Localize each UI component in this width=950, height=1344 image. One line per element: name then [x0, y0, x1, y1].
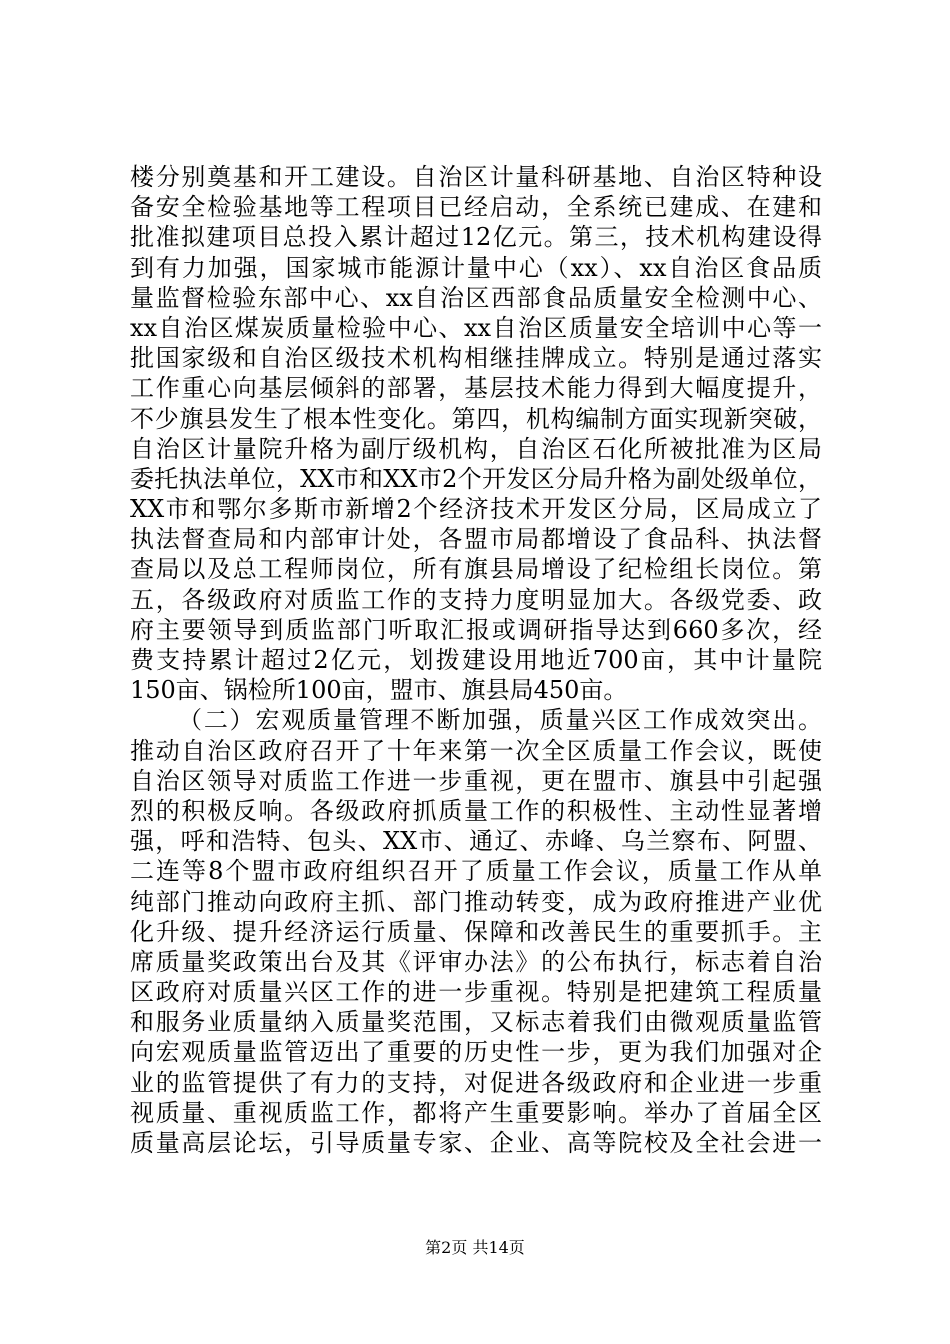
text-line: 量监督检验东部中心、xx自治区西部食品质量安全检测中心、 — [130, 283, 822, 312]
text-line: 业的监管提供了有力的支持，对促进各级政府和企业进一步重 — [130, 1068, 822, 1097]
text-line: 二连等8个盟市政府组织召开了质量工作会议，质量工作从单 — [130, 857, 822, 886]
text-line: 和服务业质量纳入质量奖范围，又标志着我们由微观质量监管 — [130, 1008, 822, 1037]
text-line: 强，呼和浩特、包头、XX市、通辽、赤峰、乌兰察布、阿盟、 — [130, 827, 822, 856]
text-line: 席质量奖政策出台及其《评审办法》的公布执行，标志着自治 — [130, 947, 822, 976]
text-line: 楼分别奠基和开工建设。自治区计量科研基地、自治区特种设 — [130, 163, 822, 191]
text-line: 备安全检验基地等工程项目已经启动，全系统已建成、在建和 — [130, 193, 822, 222]
text-line: 府主要领导到质监部门听取汇报或调研指导达到660多次，经 — [130, 615, 822, 644]
page-footer — [0, 1238, 950, 1258]
text-line: xx自治区煤炭质量检验中心、xx自治区质量安全培训中心等一 — [130, 313, 822, 342]
text-line: 批国家级和自治区级技术机构相继挂牌成立。特别是通过落实 — [130, 344, 822, 373]
section-heading: （二）宏观质量管理不断加强，质量兴区工作成效突出。 — [178, 706, 822, 735]
page-number: 第2页 共14页 — [425, 1238, 525, 1257]
text-line: 查局以及总工程师岗位，所有旗县局增设了纪检组长岗位。第 — [130, 555, 822, 584]
text-line: 区政府对质量兴区工作的进一步重视。特别是把建筑工程质量 — [130, 978, 822, 1007]
text-line: 自治区领导对质监工作进一步重视，更在盟市、旗县中引起强 — [130, 766, 822, 795]
text-line: 自治区计量院升格为副厅级机构，自治区石化所被批准为区局 — [130, 434, 822, 463]
text-line: 纯部门推动向政府主抓、部门推动转变，成为政府推进产业优 — [130, 887, 822, 916]
text-line: 烈的积极反响。各级政府抓质量工作的积极性、主动性显著增 — [130, 796, 822, 825]
text-line: 不少旗县发生了根本性变化。第四，机构编制方面实现新突破， — [130, 404, 822, 433]
text-line: 推动自治区政府召开了十年来第一次全区质量工作会议，既使 — [130, 736, 822, 765]
body-text — [130, 162, 822, 1158]
text-line: 批准拟建项目总投入累计超过12亿元。第三，技术机构建设得 — [130, 223, 822, 252]
text-line: 视质量、重视质监工作，都将产生重要影响。举办了首届全区 — [130, 1098, 822, 1127]
text-line: 150亩、锅检所100亩，盟市、旗县局450亩。 — [130, 676, 628, 705]
text-line: 到有力加强，国家城市能源计量中心（xx）、xx自治区食品质 — [130, 253, 822, 282]
text-line: 五，各级政府对质监工作的支持力度明显加大。各级党委、政 — [130, 585, 822, 614]
text-line: 质量高层论坛，引导质量专家、企业、高等院校及全社会进一 — [130, 1129, 822, 1157]
text-line: 费支持累计超过2亿元，划拨建设用地近700亩，其中计量院 — [130, 646, 822, 674]
text-line: 向宏观质量监管迈出了重要的历史性一步，更为我们加强对企 — [130, 1038, 822, 1067]
text-line: 化升级、提升经济运行质量、保障和改善民生的重要抓手。主 — [130, 917, 822, 946]
text-line: XX市和鄂尔多斯市新增2个经济技术开发区分局，区局成立了 — [130, 495, 822, 524]
text-line: 委托执法单位，XX市和XX市2个开发区分局升格为副处级单位， — [130, 464, 822, 493]
text-line: 执法督查局和内部审计处，各盟市局都增设了食品科、执法督 — [130, 525, 822, 554]
text-line: 工作重心向基层倾斜的部署，基层技术能力得到大幅度提升， — [130, 374, 822, 403]
